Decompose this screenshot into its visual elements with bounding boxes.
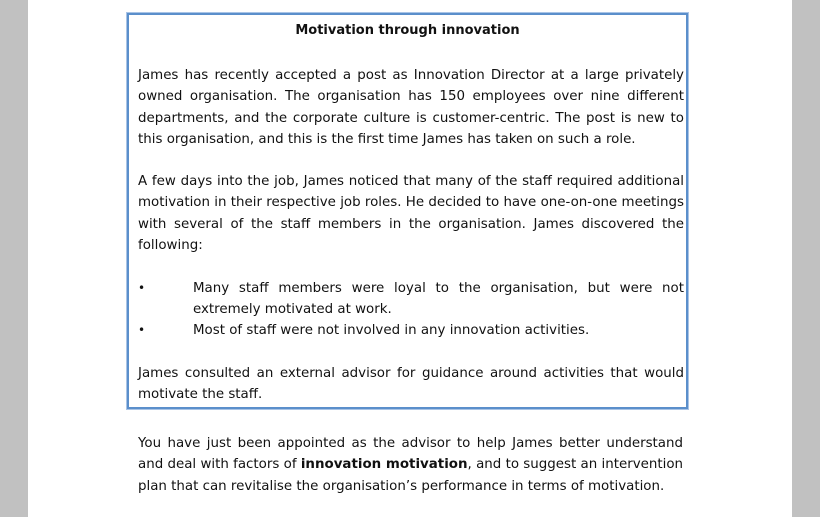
instruction-paragraph: [138, 433, 683, 497]
instruction-emphasis: innovation motivation: [300, 457, 468, 473]
instruction-text-before: You have just been appointed as the advisor to help James better understand and deal with factors of: [138, 436, 683, 473]
case-study-paragraph-2: A few days into the job, James noticed that many of the staff required additional motivation in their respective job roles. He decided to have one-on-one meetings with several of the staff members in the organisation. James discovered the following:: [138, 174, 684, 254]
case-study-box: [127, 13, 688, 409]
document-page: [28, 0, 792, 517]
bullet-point-icon: •: [138, 281, 146, 295]
case-study-paragraph-1: James has recently accepted a post as Innovation Director at a large privately owned organisation. The organisation has 150 employees over nine different departments, and the corporate culture is customer-centric. The post is new to this organisation, and this is the first time James has taken on such a role.: [138, 68, 684, 148]
instruction-text-after: , and to suggest an intervention plan that can revitalise the organisation’s performance in terms of motivation.: [138, 457, 684, 494]
bullet-point-icon: •: [138, 323, 146, 337]
case-study-paragraph-3: James consulted an external advisor for guidance around activities that would motivate the staff.: [138, 366, 684, 403]
list-item-text: Most of staff were not involved in any innovation activities.: [193, 323, 590, 338]
case-study-title: Motivation through innovation: [295, 23, 520, 38]
list-item-text: Many staff members were loyal to the organisation, but were not extremely motivated at work.: [193, 281, 684, 318]
